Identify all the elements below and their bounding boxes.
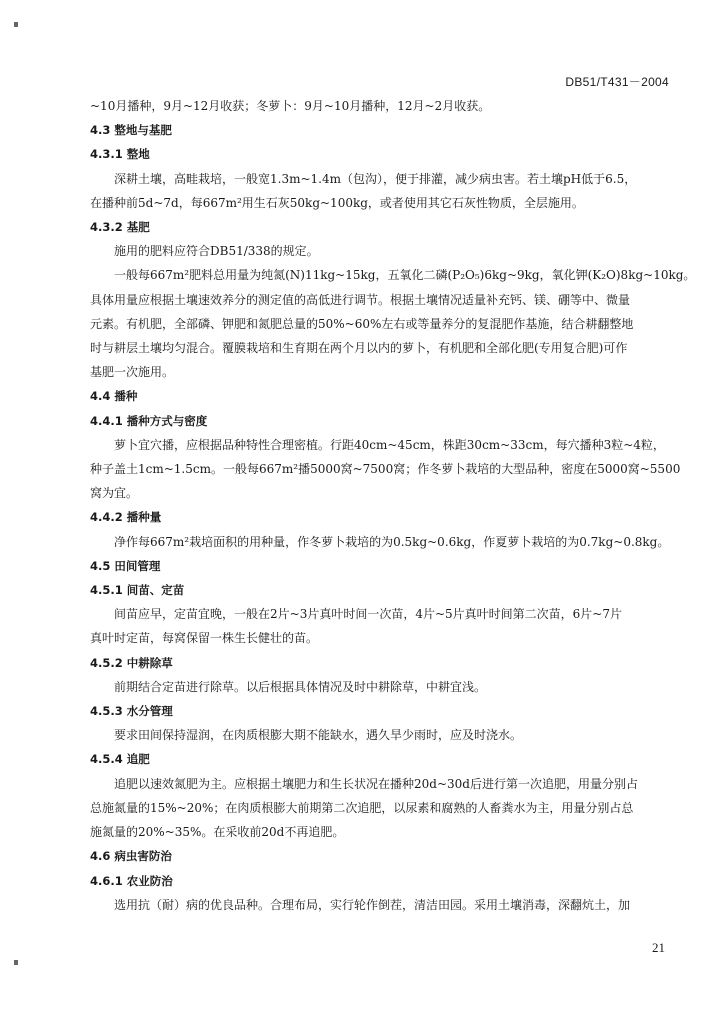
paragraph-line: 间苗应早，定苗宜晚，一般在2片~3片真叶时间一次苗，4片~5片真叶时间第二次苗，6片~7片 bbox=[114, 607, 622, 622]
paragraph-line: 基肥一次施用。 bbox=[90, 365, 175, 380]
section-heading: 4.3.1 整地 bbox=[90, 147, 150, 162]
section-heading: 4.4.2 播种量 bbox=[90, 510, 162, 525]
paragraph-line: 施氮量的20%~35%。在采收前20d不再追肥。 bbox=[90, 825, 345, 840]
paragraph-line: 净作每667m²栽培面积的用种量，作冬萝卜栽培的为0.5kg~0.6kg，作夏萝卜栽培的为0.7kg~0.8kg。 bbox=[114, 534, 670, 549]
paragraph-line: 一般每667m²肥料总用量为纯氮(N)11kg~15kg，五氧化二磷(P₂O₅)6kg~9kg，氧化钾(K₂O)8kg~10kg。 bbox=[114, 268, 696, 283]
section-heading: 4.4.1 播种方式与密度 bbox=[90, 413, 208, 428]
paragraph-line: 元素。有机肥，全部磷、钾肥和氮肥总量的50%~60%左右或等量养分的复混肥作基施，结合耕翻整地 bbox=[90, 316, 634, 331]
paragraph-line: 总施氮量的15%~20%；在肉质根膨大前期第二次追肥，以尿素和腐熟的人畜粪水为主，用量分别占总 bbox=[90, 800, 634, 815]
section-heading: 4.3.2 基肥 bbox=[90, 220, 150, 235]
standard-code: DB51/T431－2004 bbox=[565, 75, 669, 89]
paragraph-line: 真叶时定苗，每窝保留一株生长健壮的苗。 bbox=[90, 631, 319, 646]
section-heading: 4.5.4 追肥 bbox=[90, 752, 150, 767]
section-heading: 4.5.3 水分管理 bbox=[90, 704, 173, 719]
paragraph-line: 前期结合定苗进行除草。以后根据具体情况及时中耕除草，中耕宜浅。 bbox=[114, 679, 487, 694]
page-number: 21 bbox=[652, 940, 665, 955]
paragraph-line: 要求田间保持湿润，在肉质根膨大期不能缺水，遇久旱少雨时，应及时浇水。 bbox=[114, 728, 523, 743]
section-heading: 4.6.1 农业防治 bbox=[90, 873, 173, 888]
paragraph-line: 时与耕层土壤均匀混合。覆膜栽培和生育期在两个月以内的萝卜，有机肥和全部化肥(专用复合肥)可作 bbox=[90, 341, 628, 356]
scan-edge-mark bbox=[14, 960, 18, 965]
paragraph-line: 深耕土壤，高畦栽培，一般宽1.3m~1.4m（包沟），便于排灌，减少病虫害。若土壤pH低于6.5， bbox=[114, 171, 637, 186]
scan-edge-mark bbox=[14, 22, 18, 27]
section-heading: 4.5.1 间苗、定苗 bbox=[90, 583, 185, 598]
paragraph-line: 具体用量应根据土壤速效养分的测定值的高低进行调节。根据土壤情况适量补充钙、镁、硼等中、微量 bbox=[90, 292, 631, 307]
section-heading: 4.5 田间管理 bbox=[90, 558, 161, 573]
section-heading: 4.5.2 中耕除草 bbox=[90, 655, 173, 670]
paragraph-line: 窝为宜。 bbox=[90, 486, 139, 501]
paragraph-line: 萝卜宜穴播，应根据品种特性合理密植。行距40cm~45cm，株距30cm~33cm，每穴播种3粒~4粒， bbox=[114, 437, 665, 452]
paragraph-line: 施用的肥料应符合DB51/338的规定。 bbox=[114, 244, 319, 259]
paragraph-line: 在播种前5d~7d，每667m²用生石灰50kg~100kg，或者使用其它石灰性物质，全层施用。 bbox=[90, 195, 584, 210]
paragraph-line: 选用抗（耐）病的优良品种。合理布局，实行轮作倒茬，清洁田园。采用土壤消毒，深翻炕土，加 bbox=[114, 897, 631, 912]
document-body bbox=[90, 94, 696, 917]
paragraph-line: 种子盖土1cm~1.5cm。一般每667m²播5000窝~7500窝；作冬萝卜栽培的大型品种，密度在5000窝~5500 bbox=[90, 462, 681, 477]
paragraph-line: ~10月播种，9月~12月收获；冬萝卜：9月~10月播种，12月~2月收获。 bbox=[90, 99, 491, 113]
paragraph-line: 追肥以速效氮肥为主。应根据土壤肥力和生长状况在播种20d~30d后进行第一次追肥，用量分别占 bbox=[114, 776, 638, 791]
section-heading: 4.3 整地与基肥 bbox=[90, 123, 172, 138]
section-heading: 4.4 播种 bbox=[90, 389, 138, 404]
section-heading: 4.6 病虫害防治 bbox=[90, 849, 172, 864]
